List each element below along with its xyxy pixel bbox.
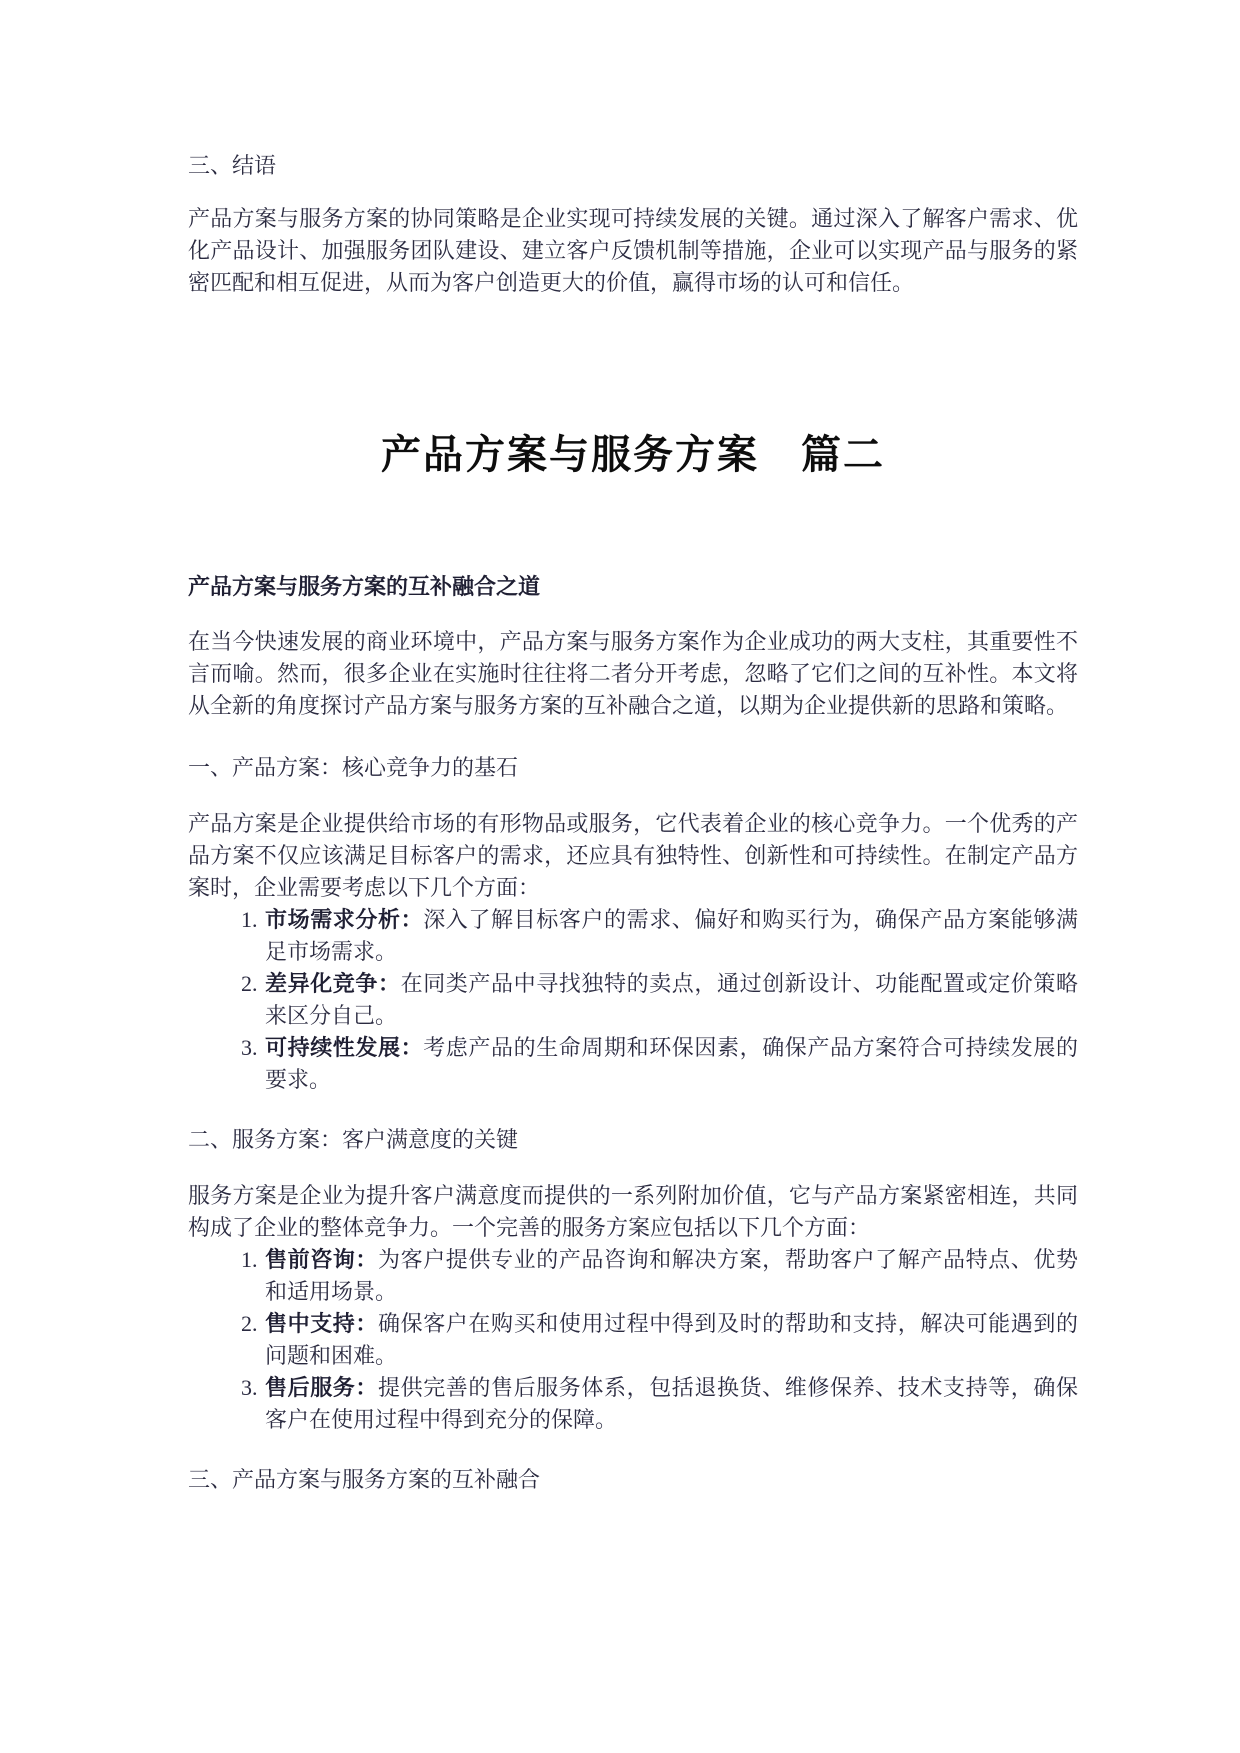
list-item-label: 售中支持： xyxy=(265,1311,378,1336)
article-title: 产品方案与服务方案 篇二 xyxy=(381,433,885,477)
list-item xyxy=(263,968,1078,1032)
section-1-list xyxy=(188,904,1078,1096)
section-2-heading: 二、服务方案：客户满意度的关键 xyxy=(188,1127,519,1152)
list-item-text: 在同类产品中寻找独特的卖点，通过创新设计、功能配置或定价策略来区分自己。 xyxy=(265,971,1078,1028)
closing-heading: 三、结语 xyxy=(188,153,277,178)
list-item xyxy=(263,1244,1078,1308)
list-item-text: 深入了解目标客户的需求、偏好和购买行为，确保产品方案能够满足市场需求。 xyxy=(265,907,1078,964)
list-item-text: 为客户提供专业的产品咨询和解决方案，帮助客户了解产品特点、优势和适用场景。 xyxy=(265,1247,1078,1304)
list-item xyxy=(263,1032,1078,1096)
list-item xyxy=(263,1372,1078,1436)
list-item-label: 可持续性发展： xyxy=(265,1035,424,1060)
closing-paragraph: 产品方案与服务方案的协同策略是企业实现可持续发展的关键。通过深入了解客户需求、优化产品设计、加强服务团队建设、建立客户反馈机制等措施，企业可以实现产品与服务的紧密匹配和相互促进，从而为客户创造更大的价值，赢得市场的认可和信任。 xyxy=(188,206,1078,295)
section-1-heading: 一、产品方案：核心竞争力的基石 xyxy=(188,755,519,780)
section-3-heading: 三、产品方案与服务方案的互补融合 xyxy=(188,1467,541,1492)
list-item-label: 售后服务： xyxy=(265,1375,378,1400)
list-item-text: 确保客户在购买和使用过程中得到及时的帮助和支持，解决可能遇到的问题和困难。 xyxy=(265,1311,1078,1368)
section-2-list xyxy=(188,1244,1078,1436)
section-2-paragraph: 服务方案是企业为提升客户满意度而提供的一系列附加价值，它与产品方案紧密相连，共同构成了企业的整体竞争力。一个完善的服务方案应包括以下几个方面： xyxy=(188,1183,1078,1240)
list-item-text: 提供完善的售后服务体系，包括退换货、维修保养、技术支持等，确保客户在使用过程中得到充分的保障。 xyxy=(265,1375,1078,1432)
list-item-label: 差异化竞争： xyxy=(265,971,401,996)
list-item-text: 考虑产品的生命周期和环保因素，确保产品方案符合可持续发展的要求。 xyxy=(265,1035,1078,1092)
article-subtitle: 产品方案与服务方案的互补融合之道 xyxy=(188,574,541,599)
list-item xyxy=(263,1308,1078,1372)
list-item-label: 售前咨询： xyxy=(265,1247,378,1272)
section-1-paragraph: 产品方案是企业提供给市场的有形物品或服务，它代表着企业的核心竞争力。一个优秀的产品方案不仅应该满足目标客户的需求，还应具有独特性、创新性和可持续性。在制定产品方案时，企业需要考虑以下几个方面： xyxy=(188,811,1078,900)
list-item-label: 市场需求分析： xyxy=(265,907,424,932)
list-item xyxy=(263,904,1078,968)
intro-paragraph: 在当今快速发展的商业环境中，产品方案与服务方案作为企业成功的两大支柱，其重要性不言而喻。然而，很多企业在实施时往往将二者分开考虑，忽略了它们之间的互补性。本文将从全新的角度探讨产品方案与服务方案的互补融合之道，以期为企业提供新的思路和策略。 xyxy=(188,629,1078,718)
